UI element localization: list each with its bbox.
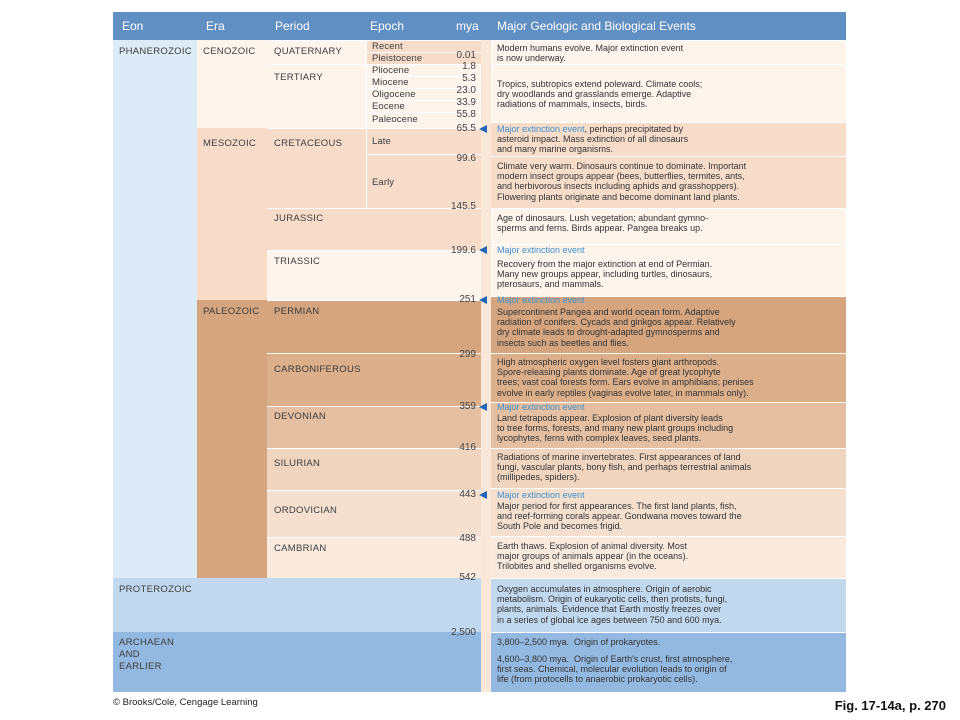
epoch-miocene-label: Miocene bbox=[372, 77, 409, 88]
mya-value: 55.8 bbox=[456, 109, 476, 120]
header-mya: mya bbox=[456, 19, 479, 33]
mya-value: 99.6 bbox=[456, 153, 476, 164]
period-carboniferous bbox=[267, 353, 481, 406]
extinction-arrow-icon bbox=[479, 296, 487, 304]
mya-value: 5.3 bbox=[462, 73, 476, 84]
epoch-paleocene-label: Paleocene bbox=[372, 114, 418, 125]
period-triassic-label: TRIASSIC bbox=[274, 256, 321, 267]
table-header bbox=[113, 12, 846, 40]
eon-archaean-label-2: AND bbox=[119, 649, 140, 660]
event-text-permian: Supercontinent Pangea and world ocean form. Adaptive radiation of conifers. Cycads and ginkgos appear. Relatively dry climate leads to drought-adapted gymnosperms and insects such as beetles and flies. bbox=[497, 307, 736, 348]
mya-value: 0.01 bbox=[456, 50, 476, 61]
period-devonian-label: DEVONIAN bbox=[274, 411, 327, 422]
header-events: Major Geologic and Biological Events bbox=[497, 19, 696, 33]
extinction-arrow-icon bbox=[479, 246, 487, 254]
event-text-cambrian: Earth thaws. Explosion of animal diversity. Most major groups of animals appear (in the oceans). Trilobites and shelled organisms evolve. bbox=[497, 541, 689, 572]
event-text-ordovician: Major period for first appearances. The first land plants, fish, and reef-forming corals appear. Gondwana moves toward the South Pole and becomes frigid. bbox=[497, 501, 742, 532]
event-text-ordovician-extinction: Major extinction event bbox=[497, 490, 585, 500]
period-quaternary-label: QUATERNARY bbox=[274, 46, 343, 57]
event-text-permian-extinction: Major extinction event bbox=[497, 295, 585, 305]
event-text-silurian: Radiations of marine invertebrates. First appearances of land fungi, vascular plants, bony fish, and perhaps terrestrial animals (millipedes, spiders). bbox=[497, 452, 752, 483]
mya-value: 359 bbox=[459, 401, 476, 412]
epoch-eocene-label: Eocene bbox=[372, 101, 405, 112]
event-text-proterozoic: Oxygen accumulates in atmosphere. Origin of aerobic metabolism. Origin of eukaryotic cells, then protists, fungi, plants, animals. Evidence that Earth mostly freezes over in a series of global ice ages between 750 and 600 mya. bbox=[497, 584, 728, 625]
period-tertiary-label: TERTIARY bbox=[274, 72, 324, 83]
mya-value: 65.5 bbox=[456, 123, 476, 134]
eon-proterozoic-label: PROTEROZOIC bbox=[119, 584, 192, 595]
extinction-arrow-icon bbox=[479, 125, 487, 133]
period-jurassic-label: JURASSIC bbox=[274, 213, 324, 224]
mya-value: 145.5 bbox=[450, 201, 476, 212]
era-mesozoic-label: MESOZOIC bbox=[203, 138, 257, 149]
era-mesozoic bbox=[197, 128, 267, 300]
mya-value: 542 bbox=[459, 572, 476, 583]
epoch-oligocene-label: Oligocene bbox=[372, 89, 416, 100]
extinction-detail: , perhaps precipitated by bbox=[584, 124, 684, 134]
mya-value: 488 bbox=[459, 533, 476, 544]
eon-archaean-label-1: ARCHAEAN bbox=[119, 637, 175, 648]
epoch-recent-label: Recent bbox=[372, 41, 403, 52]
period-ordovician-label: ORDOVICIAN bbox=[274, 505, 338, 516]
copyright-notice: © Brooks/Cole, Cengage Learning bbox=[113, 697, 258, 708]
extinction-arrow-icon bbox=[479, 403, 487, 411]
header-eon: Eon bbox=[122, 19, 144, 33]
extinction-arrow-icon bbox=[479, 491, 487, 499]
header-epoch: Epoch bbox=[370, 19, 405, 33]
mya-value: 33.9 bbox=[456, 97, 476, 108]
mya-value: 299 bbox=[459, 349, 476, 360]
eon-phanerozoic bbox=[113, 40, 197, 578]
event-text-k-extinction-more: asteroid impact. Mass extinction of all dinosaurs and many marine organisms. bbox=[497, 134, 689, 155]
epoch-late-label: Late bbox=[372, 136, 391, 147]
mya-value: 1.8 bbox=[462, 61, 476, 72]
event-text-archaean-2: 4,600–3,800 mya. Origin of Earth's crust, first atmosphere, first seas. Chemical, molecular evolution leads to origin of life (from protocells to anaerobic prokaryotic cells). bbox=[497, 654, 733, 685]
period-silurian bbox=[267, 448, 481, 490]
event-text-triassic: Recovery from the major extinction at end of Permian. Many new groups appear, including turtles, dinosaurs, pterosaurs, and mammals. bbox=[497, 259, 713, 290]
mya-value: 2,500 bbox=[450, 627, 476, 638]
period-carboniferous-label: CARBONIFEROUS bbox=[274, 364, 361, 375]
header-era: Era bbox=[206, 19, 225, 33]
event-text-k-extinction bbox=[497, 124, 683, 134]
epoch-pliocene-label: Pliocene bbox=[372, 65, 410, 76]
mya-value: 23.0 bbox=[456, 85, 476, 96]
epoch-early-label: Early bbox=[372, 177, 395, 188]
event-text-carboniferous: High atmospheric oxygen level fosters giant arthropods. Spore-releasing plants dominate. Age of great lycophyte trees; vast coal forests form. Ears evolve in amphibians; penises evolve in early reptiles (vaginas evolve later, in mammals only). bbox=[497, 357, 754, 398]
event-text-jurassic: Age of dinosaurs. Lush vegetation; abundant gymno- sperms and ferns. Birds appear. Pangea breaks up. bbox=[497, 213, 709, 234]
era-paleozoic bbox=[197, 300, 267, 578]
era-cenozoic-label: CENOZOIC bbox=[203, 46, 256, 57]
event-text-triassic-extinction: Major extinction event bbox=[497, 245, 585, 255]
event-text-devonian-extinction: Major extinction event bbox=[497, 402, 585, 412]
event-text-cretaceous-early: Climate very warm. Dinosaurs continue to dominate. Important modern insect groups appear (bees, butterflies, termites, ants, and herbivorous insects including aphids and grasshoppers). Flowering plants originate and become dominant land plants. bbox=[497, 161, 747, 202]
event-text-devonian: Land tetrapods appear. Explosion of plant diversity leads to tree forms, forests, and many new plant groups including lycophytes, ferns with complex leaves, seed plants. bbox=[497, 413, 734, 444]
header-period: Period bbox=[275, 19, 310, 33]
mya-value: 416 bbox=[459, 442, 476, 453]
period-silurian-label: SILURIAN bbox=[274, 458, 321, 469]
period-permian-label: PERMIAN bbox=[274, 306, 320, 317]
mya-value: 443 bbox=[459, 489, 476, 500]
period-cambrian-label: CAMBRIAN bbox=[274, 543, 327, 554]
event-text-quaternary: Modern humans evolve. Major extinction event is now underway. bbox=[497, 43, 684, 64]
epoch-pleistocene-label: Pleistocene bbox=[372, 53, 423, 64]
event-text-archaean-1: 3,800–2,500 mya. Origin of prokaryotes. bbox=[497, 637, 661, 647]
period-cretaceous-label: CRETACEOUS bbox=[274, 138, 343, 149]
era-paleozoic-label: PALEOZOIC bbox=[203, 306, 260, 317]
extinction-label: Major extinction event bbox=[497, 124, 585, 134]
eon-archaean-label-3: EARLIER bbox=[119, 661, 162, 672]
mya-value: 251 bbox=[459, 294, 476, 305]
figure-caption: Fig. 17-14a, p. 270 bbox=[834, 698, 946, 713]
mya-value: 199.6 bbox=[450, 245, 476, 256]
eon-phanerozoic-label: PHANEROZOIC bbox=[119, 46, 192, 57]
event-text-tertiary: Tropics, subtropics extend poleward. Climate cools; dry woodlands and grasslands emerge. Adaptive radiations of mammals, insects, birds. bbox=[497, 79, 703, 110]
